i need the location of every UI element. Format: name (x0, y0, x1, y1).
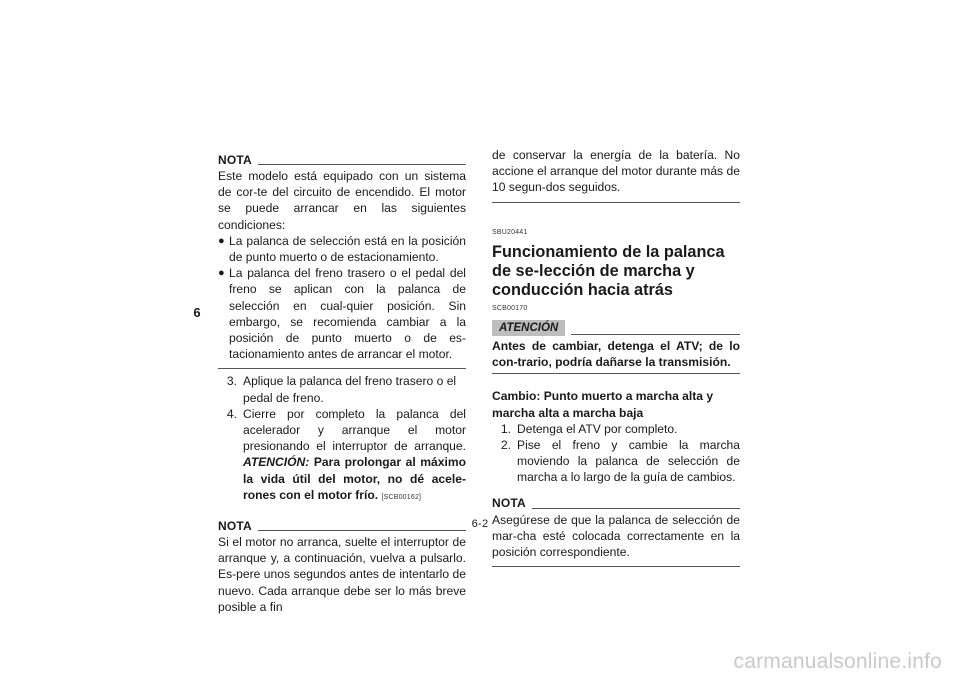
note-rule (258, 530, 466, 531)
section-tab: 6 (193, 305, 201, 320)
page-number: 6-2 (471, 518, 489, 530)
note-label: NOTA (218, 518, 252, 533)
note-text: Si el motor no arranca, suelte el interruptor de arranque y, a continuación, vuelva a pulsarlo. Es-pere unos segundos antes de intentarlo de nuevo. Cada arranque debe ser lo más breve posible a fin (218, 535, 466, 614)
note-header (218, 152, 466, 168)
note-rule (532, 508, 740, 509)
step-4-text: Cierre por completo la palanca del acelerador y arranque el motor presionando el interruptor de arranque. (243, 406, 466, 454)
bullet-icon: ● (218, 267, 225, 280)
note-end-rule (492, 566, 740, 567)
step-text: Pise el freno y cambie la marcha moviendo la palanca de selección de marcha a lo largo de la guía de cambios. (517, 438, 740, 485)
attention-text: Antes de cambiar, detenga el ATV; de lo con-trario, podría dañarse la transmisión. (492, 339, 740, 370)
attention-end-rule (492, 373, 740, 374)
list-item (218, 233, 466, 265)
step-number: 4. (226, 406, 237, 421)
step-number: 1. (500, 421, 511, 436)
bullet-text: La palanca del freno trasero o el pedal del freno se aplican con la palanca de selección en cual-quier posición. Sin embargo, se recomienda cambiar a la posición de punto muerto o de es-tacionamiento antes de arrancar el motor. (229, 266, 466, 362)
reference-code: [SCB00162] (381, 493, 422, 501)
step-2 (492, 437, 740, 486)
note-end-rule (492, 202, 740, 203)
right-column (492, 147, 740, 567)
attention-code: SCB00170 (492, 304, 528, 312)
section-code: SBU20441 (492, 228, 528, 236)
note-header (492, 496, 740, 512)
bullet-text: La palanca de selección está en la posición de punto muerto o de estacionamiento. (229, 233, 466, 265)
note-end-rule (218, 368, 466, 369)
note-header (218, 518, 466, 534)
note-intro: Este modelo está equipado con un sistema de cor-te del circuito de encendido. El motor se puede arrancar en las siguientes condiciones: (218, 169, 466, 232)
step-4 (218, 406, 466, 506)
step-text: Detenga el ATV por completo. (517, 421, 678, 436)
step-text: Aplique la palanca del freno trasero o el pedal de freno. (243, 374, 457, 405)
step-1 (492, 421, 740, 437)
step-3 (218, 373, 466, 405)
atencion-label: ATENCIÓN: (243, 455, 310, 470)
attention-rule (571, 334, 740, 335)
note-rule (258, 164, 466, 165)
watermark: carmanualsonline.info (733, 650, 942, 673)
note-label: NOTA (492, 496, 526, 511)
bullet-icon: ● (218, 234, 225, 247)
step-text (243, 406, 466, 506)
warning-text: Para prolongar al máximo la vida útil del motor, no dé acele-rones con el motor frío. (243, 455, 466, 502)
section-heading: Funcionamiento de la palanca de se-lección de marcha y conducción hacia atrás (492, 242, 725, 299)
note-label: NOTA (218, 152, 252, 167)
left-column (218, 152, 466, 615)
subheading: Cambio: Punto muerto a marcha alta y marcha alta a marcha baja (492, 389, 714, 420)
list-item (218, 265, 466, 362)
step-number: 3. (226, 374, 237, 389)
attention-label: ATENCIÓN (492, 320, 565, 336)
step-number: 2. (500, 438, 511, 453)
attention-header (492, 319, 740, 336)
note-continuation: de conservar la energía de la batería. No accione el arranque del motor durante más de 10 segun-dos seguidos. (492, 148, 740, 195)
note-text: Asegúrese de que la palanca de selección de mar-cha esté colocada correctamente en la posición correspondiente. (492, 512, 740, 560)
